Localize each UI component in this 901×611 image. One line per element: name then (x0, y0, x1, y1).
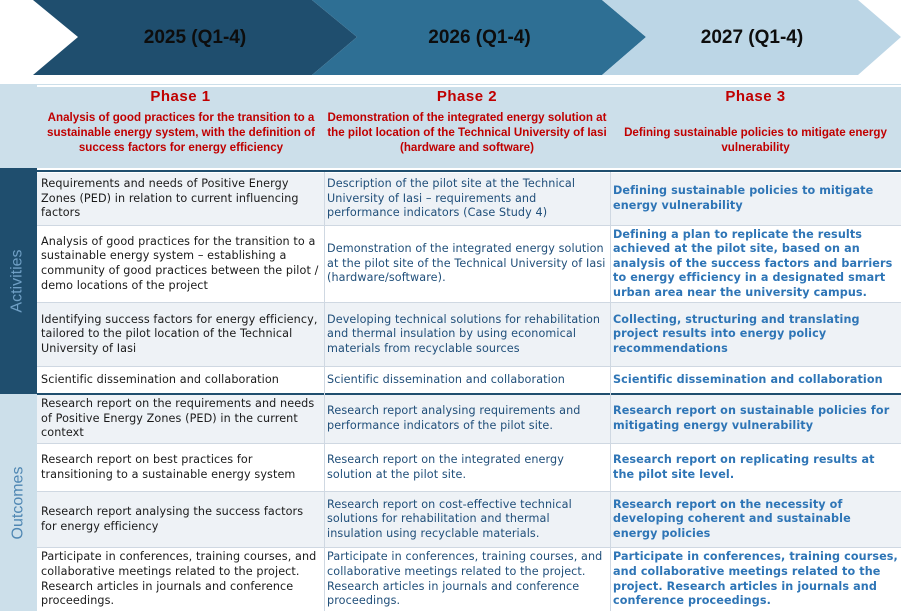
phase-band-topline (37, 85, 901, 87)
activity-4-phase-1: Scientific dissemination and collaboration (41, 372, 279, 386)
phase-3-title: Phase 3 (725, 88, 786, 105)
activity-4-phase-3: Scientific dissemination and collaboration (613, 372, 883, 386)
phase-2-description: Demonstration of the integrated energy solution at the pilot location of the Technical University of Iasi (hardware and software) (327, 111, 607, 154)
phase-1-title: Phase 1 (150, 88, 211, 105)
activity-1-phase-3: Defining sustainable policies to mitigate energy vulnerability (613, 184, 874, 212)
activities-label: Activities (9, 249, 26, 313)
activity-2-phase-1: Analysis of good practices for the transition to a sustainable energy system – establishing a community of good practices between the pilot / demo locations of the project (41, 234, 319, 292)
outcome-4-phase-2: Participate in conferences, training courses, and collaborative meetings related to the project. Research articles in journals and conference proceedings. (327, 550, 603, 608)
year-2027-label: 2027 (Q1-4) (700, 27, 804, 48)
activity-3-phase-2: Developing technical solutions for rehabilitation and thermal insulation by using economical materials from recyclable sources (327, 312, 601, 355)
activity-3-phase-1: Identifying success factors for energy efficiency, tailored to the pilot location of the Technical University of Iasi (41, 312, 318, 355)
outcomes-label: Outcomes (9, 466, 27, 539)
outcome-1-phase-3: Research report on sustainable policies for mitigating energy vulnerability (613, 404, 890, 432)
outcome-3-phase-2: Research report on cost-effective technical solutions for rehabilitation and thermal insulation using recyclable materials. (327, 497, 572, 540)
outcome-3-phase-1: Research report analysing the success factors for energy efficiency (41, 504, 304, 533)
phase-1-description: Analysis of good practices for the transition to a sustainable energy system, with the definition of success factors for energy efficiency (47, 111, 315, 154)
phase-2-title: Phase 2 (436, 88, 498, 105)
activities-top-border (37, 170, 901, 172)
activity-3-phase-3: Collecting, structuring and translating project results into energy policy recommendations (613, 312, 860, 355)
outcome-3-phase-3: Research report on the necessity of developing coherent and sustainable energy policies (613, 497, 851, 540)
phase-3-description: Defining sustainable policies to mitigate energy vulnerability (624, 126, 887, 154)
outcome-4-phase-1: Participate in conferences, training courses, and collaborative meetings related to the project. Research articles in journals and conference proceedings. (41, 550, 317, 608)
activity-2-phase-2: Demonstration of the integrated energy solution at the pilot site of the Technical University of Iasi (hardware/software). (327, 242, 606, 285)
activity-1-phase-2: Description of the pilot site at the Technical University of Iasi – requirements and performance indicators (Case Study 4) (327, 177, 576, 220)
activity-1-phase-1: Requirements and needs of Positive Energy Zones (PED) in relation to current influencing factors (41, 177, 299, 220)
outcome-2-phase-1: Research report on best practices for transitioning to a sustainable energy system (41, 452, 296, 481)
outcome-1-phase-2: Research report analysing requirements and performance indicators of the pilot site. (327, 404, 581, 432)
activity-2-phase-3: Defining a plan to replicate the results achieved at the pilot site, based on an analysis of the success factors and barriers to energy efficiency in a designated smart urban area near the university campus. (613, 227, 893, 299)
outcome-1-phase-1: Research report on the requirements and needs of Positive Energy Zones (PED) in the current context (41, 397, 315, 440)
outcome-2-phase-3: Research report on replicating results at the pilot site level. (613, 452, 875, 481)
outcome-4-phase-3: Participate in conferences, training courses, and collaborative meetings related to the project. Research articles in journals and conference proceedings. (613, 550, 898, 608)
year-2025-label: 2025 (Q1-4) (143, 27, 247, 48)
outcome-2-phase-2: Research report on the integrated energy solution at the pilot site. (327, 452, 564, 481)
activity-4-phase-2: Scientific dissemination and collaboration (327, 372, 565, 386)
year-2026-label: 2026 (Q1-4) (428, 27, 531, 48)
